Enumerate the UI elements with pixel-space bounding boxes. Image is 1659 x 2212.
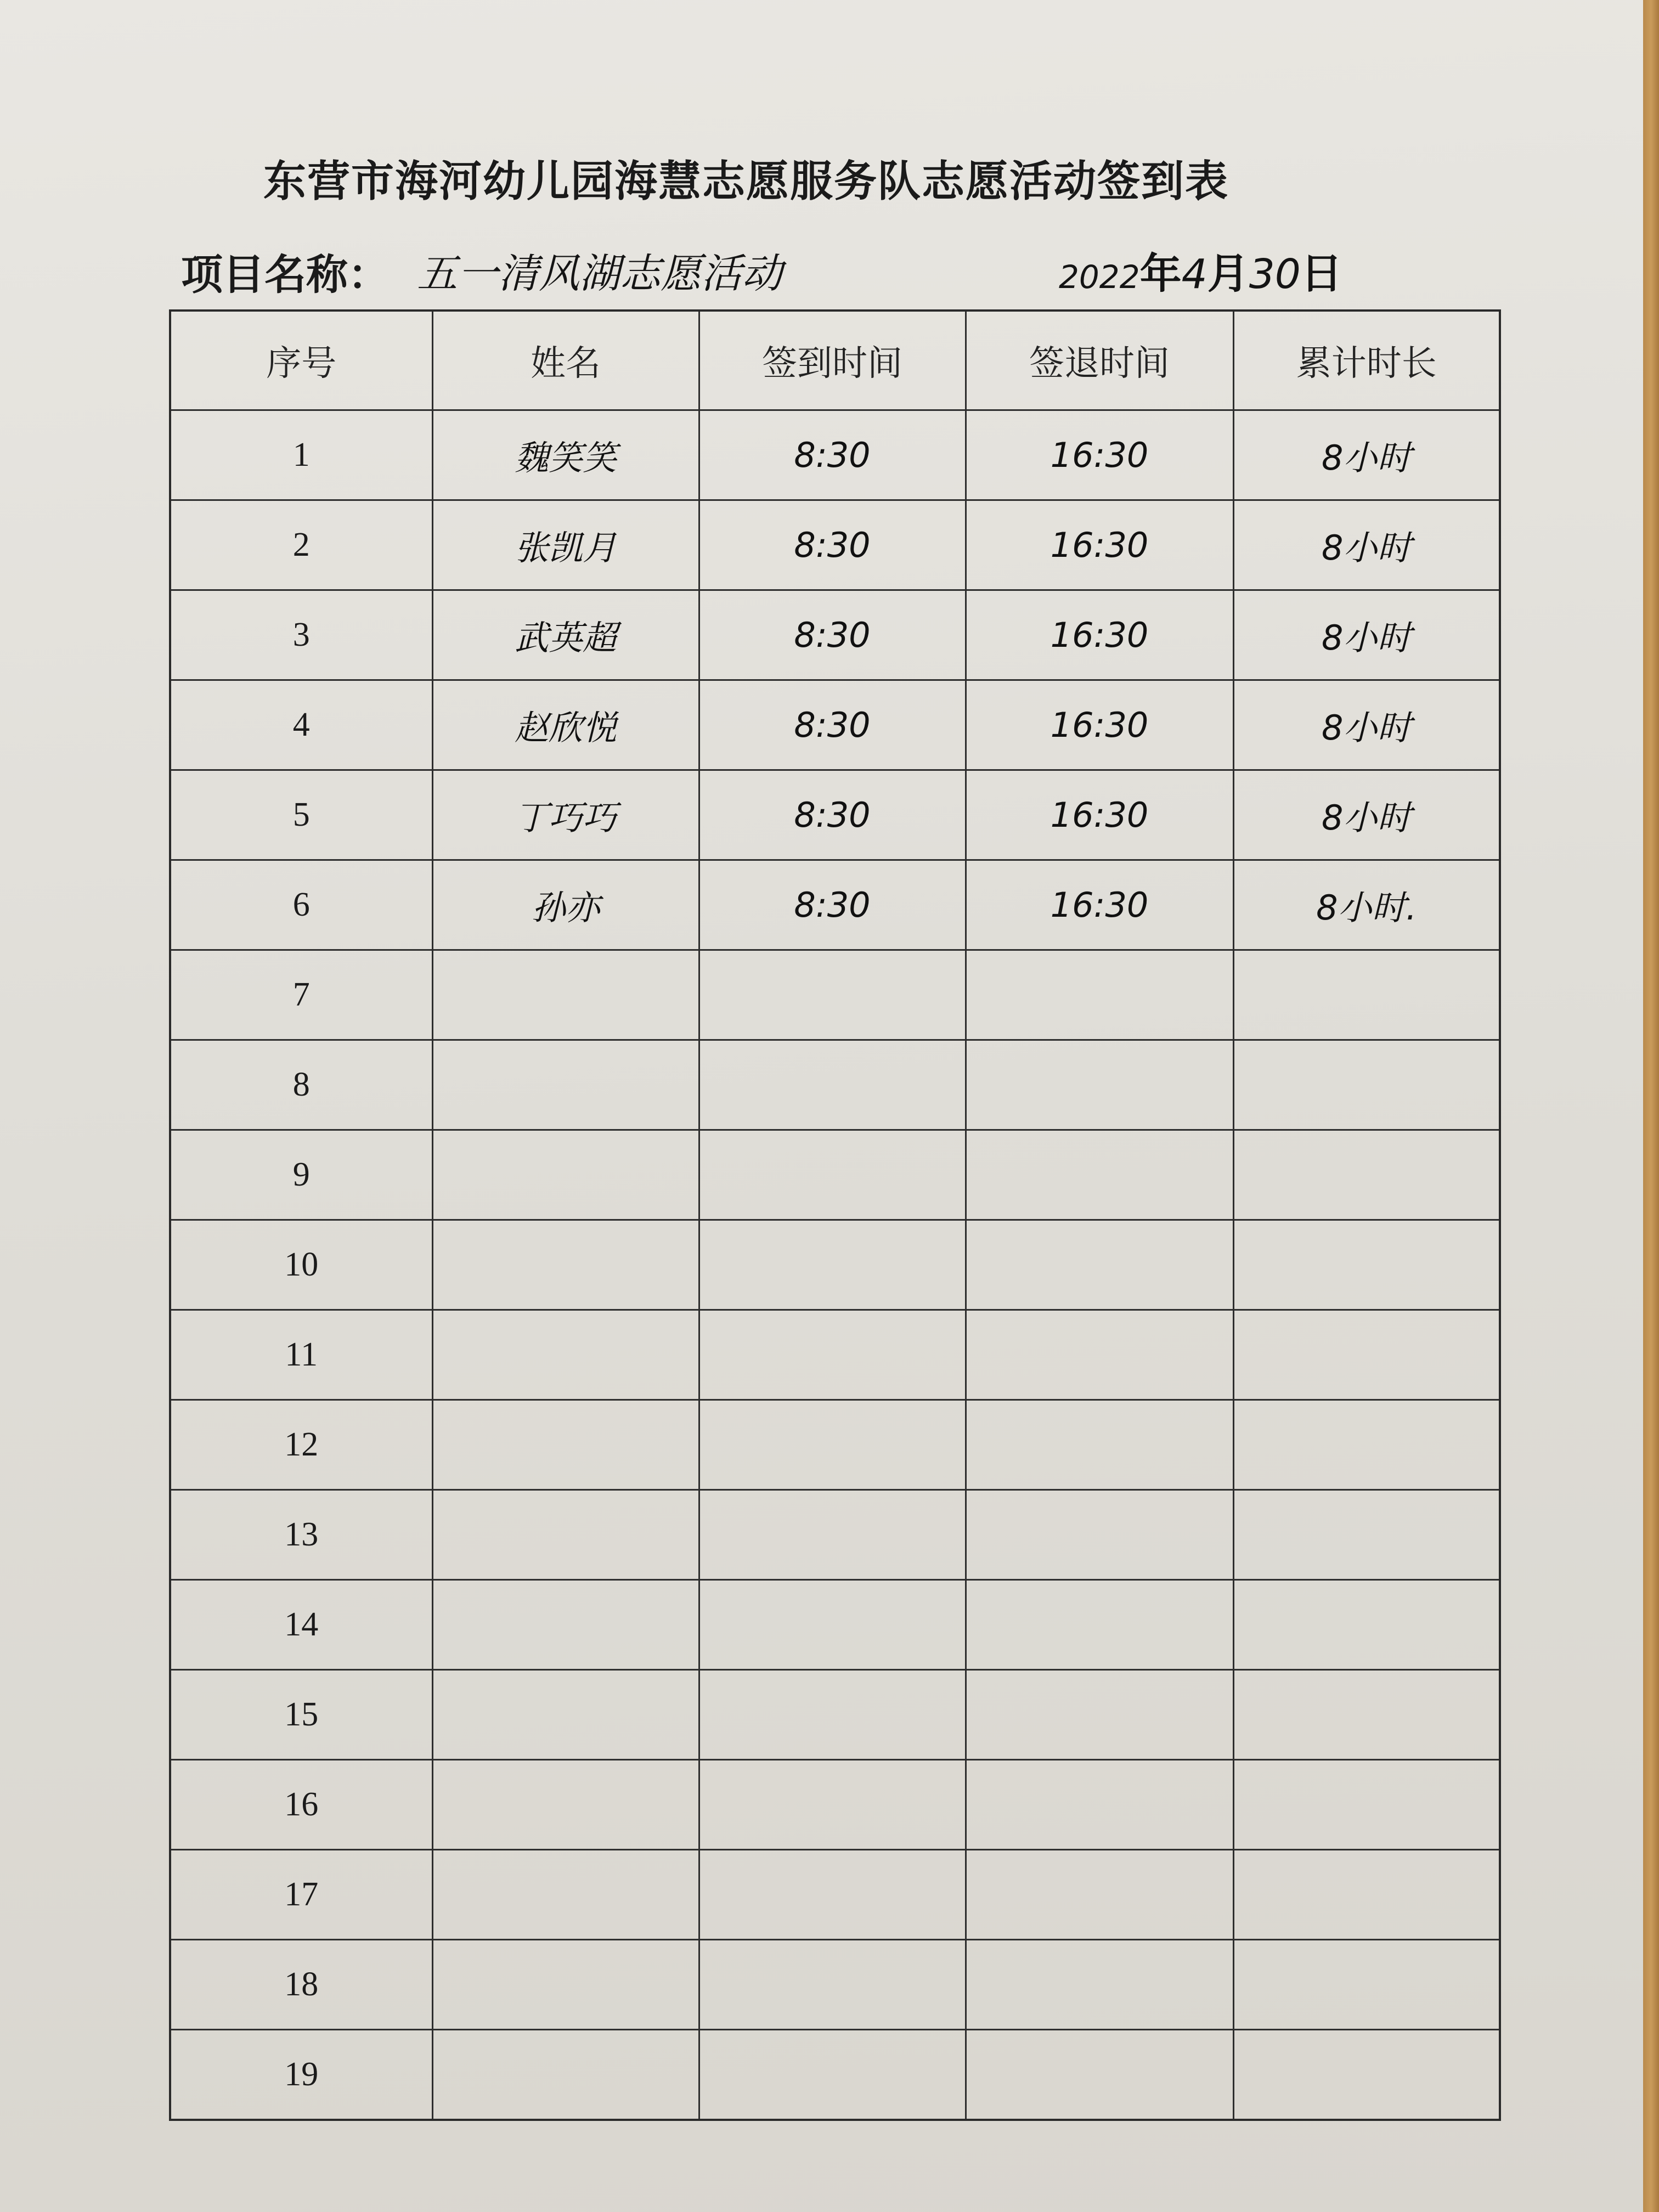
project-label: 项目名称： xyxy=(181,250,390,299)
table-row xyxy=(170,1220,1500,1310)
form-date xyxy=(1059,240,1342,300)
cell-name xyxy=(432,1310,699,1400)
cell-seq: 9 xyxy=(170,1130,432,1220)
cell-sign-out-time xyxy=(966,1580,1233,1670)
cell-sign-in-time xyxy=(699,1760,966,1850)
table-row xyxy=(170,2030,1500,2120)
cell-sign-out-time: 16:30 xyxy=(966,860,1233,950)
cell-name xyxy=(432,950,699,1040)
table-row xyxy=(170,1850,1500,1940)
cell-sign-out-time: 16:30 xyxy=(966,410,1233,500)
cell-sign-out-time xyxy=(966,2030,1233,2120)
cell-name xyxy=(432,1670,699,1760)
cell-sign-out-time xyxy=(966,950,1233,1040)
table-row xyxy=(170,1130,1500,1220)
cell-sign-in-time: 8:30 xyxy=(699,410,966,500)
cell-seq: 8 xyxy=(170,1040,432,1130)
cell-seq: 16 xyxy=(170,1760,432,1850)
cell-sign-out-time: 16:30 xyxy=(966,500,1233,590)
table-row xyxy=(170,1670,1500,1760)
cell-total-duration xyxy=(1233,1850,1500,1940)
cell-seq: 4 xyxy=(170,680,432,770)
cell-sign-in-time xyxy=(699,2030,966,2120)
cell-sign-out-time xyxy=(966,1040,1233,1130)
project-name-handwritten: 五一清风湖志愿活动 xyxy=(417,250,782,297)
header-seq: 序号 xyxy=(170,311,432,410)
cell-seq: 6 xyxy=(170,860,432,950)
header-name: 姓名 xyxy=(432,311,699,410)
date-day: 30 xyxy=(1249,251,1301,298)
cell-sign-in-time xyxy=(699,1670,966,1760)
cell-name xyxy=(432,1040,699,1130)
cell-total-duration: 8小时 xyxy=(1233,410,1500,500)
cell-seq: 19 xyxy=(170,2030,432,2120)
date-month-suffix: 月 xyxy=(1207,249,1249,298)
cell-sign-in-time xyxy=(699,1130,966,1220)
header-total-duration: 累计时长 xyxy=(1233,311,1500,410)
cell-sign-in-time: 8:30 xyxy=(699,680,966,770)
cell-sign-out-time xyxy=(966,1310,1233,1400)
sign-in-table xyxy=(169,309,1501,2121)
cell-total-duration xyxy=(1233,1220,1500,1310)
table-row xyxy=(170,1580,1500,1670)
table-row xyxy=(170,1310,1500,1400)
cell-total-duration xyxy=(1233,950,1500,1040)
cell-total-duration: 8小时. xyxy=(1233,860,1500,950)
cell-name xyxy=(432,1850,699,1940)
cell-name: 魏笑笑 xyxy=(432,410,699,500)
cell-total-duration: 8小时 xyxy=(1233,680,1500,770)
cell-total-duration xyxy=(1233,1490,1500,1580)
cell-total-duration xyxy=(1233,1310,1500,1400)
table-row xyxy=(170,590,1500,680)
cell-sign-out-time xyxy=(966,1490,1233,1580)
table-body xyxy=(170,410,1500,2120)
date-year-suffix: 年 xyxy=(1139,249,1182,298)
cell-total-duration: 8小时 xyxy=(1233,500,1500,590)
cell-sign-out-time xyxy=(966,1760,1233,1850)
cell-name: 孙亦 xyxy=(432,860,699,950)
cell-total-duration: 8小时 xyxy=(1233,770,1500,860)
cell-sign-in-time xyxy=(699,1220,966,1310)
table-row xyxy=(170,860,1500,950)
cell-sign-out-time xyxy=(966,1670,1233,1760)
cell-sign-in-time xyxy=(699,1580,966,1670)
cell-sign-in-time: 8:30 xyxy=(699,770,966,860)
table-row xyxy=(170,1760,1500,1850)
table-row xyxy=(170,1940,1500,2030)
cell-sign-out-time xyxy=(966,1400,1233,1490)
table-row xyxy=(170,410,1500,500)
cell-name: 赵欣悦 xyxy=(432,680,699,770)
cell-name xyxy=(432,1220,699,1310)
table-row xyxy=(170,680,1500,770)
cell-name xyxy=(432,1400,699,1490)
cell-seq: 14 xyxy=(170,1580,432,1670)
cell-seq: 2 xyxy=(170,500,432,590)
cell-name xyxy=(432,1760,699,1850)
cell-sign-in-time: 8:30 xyxy=(699,590,966,680)
cell-seq: 5 xyxy=(170,770,432,860)
cell-name: 丁巧巧 xyxy=(432,770,699,860)
cell-sign-out-time xyxy=(966,1130,1233,1220)
cell-sign-in-time xyxy=(699,1850,966,1940)
cell-sign-in-time xyxy=(699,1490,966,1580)
cell-seq: 3 xyxy=(170,590,432,680)
cell-seq: 13 xyxy=(170,1490,432,1580)
cell-name xyxy=(432,1940,699,2030)
header-sign-out-time: 签退时间 xyxy=(966,311,1233,410)
cell-sign-in-time xyxy=(699,950,966,1040)
cell-sign-out-time xyxy=(966,1940,1233,2030)
cell-sign-in-time xyxy=(699,1040,966,1130)
cell-sign-in-time: 8:30 xyxy=(699,500,966,590)
cell-total-duration xyxy=(1233,2030,1500,2120)
cell-name xyxy=(432,2030,699,2120)
table-row xyxy=(170,950,1500,1040)
cell-sign-out-time: 16:30 xyxy=(966,680,1233,770)
date-day-suffix: 日 xyxy=(1300,249,1342,298)
cell-seq: 17 xyxy=(170,1850,432,1940)
table-row xyxy=(170,1040,1500,1130)
cell-seq: 12 xyxy=(170,1400,432,1490)
cell-total-duration xyxy=(1233,1940,1500,2030)
cell-total-duration xyxy=(1233,1760,1500,1850)
table-row xyxy=(170,500,1500,590)
header-sign-in-time: 签到时间 xyxy=(699,311,966,410)
cell-total-duration xyxy=(1233,1040,1500,1130)
cell-name: 武英超 xyxy=(432,590,699,680)
cell-total-duration xyxy=(1233,1670,1500,1760)
cell-name xyxy=(432,1490,699,1580)
cell-sign-in-time xyxy=(699,1310,966,1400)
date-year: 2022 xyxy=(1059,258,1140,296)
table-row xyxy=(170,1490,1500,1580)
cell-sign-out-time xyxy=(966,1220,1233,1310)
cell-seq: 10 xyxy=(170,1220,432,1310)
table-header-row xyxy=(170,311,1500,410)
cell-seq: 11 xyxy=(170,1310,432,1400)
cell-sign-in-time xyxy=(699,1940,966,2030)
table-row xyxy=(170,770,1500,860)
form-title: 东营市海河幼儿园海慧志愿服务队志愿活动签到表 xyxy=(263,156,1229,206)
cell-total-duration: 8小时 xyxy=(1233,590,1500,680)
cell-seq: 7 xyxy=(170,950,432,1040)
cell-seq: 1 xyxy=(170,410,432,500)
cell-name: 张凯月 xyxy=(432,500,699,590)
date-month: 4 xyxy=(1181,251,1207,298)
table-row xyxy=(170,1400,1500,1490)
cell-seq: 15 xyxy=(170,1670,432,1760)
cell-sign-out-time: 16:30 xyxy=(966,770,1233,860)
cell-seq: 18 xyxy=(170,1940,432,2030)
cell-name xyxy=(432,1580,699,1670)
cell-sign-out-time xyxy=(966,1850,1233,1940)
cell-total-duration xyxy=(1233,1400,1500,1490)
cell-total-duration xyxy=(1233,1580,1500,1670)
cell-sign-in-time xyxy=(699,1400,966,1490)
cell-sign-out-time: 16:30 xyxy=(966,590,1233,680)
cell-total-duration xyxy=(1233,1130,1500,1220)
wooden-table-edge xyxy=(1643,0,1659,2212)
cell-sign-in-time: 8:30 xyxy=(699,860,966,950)
cell-name xyxy=(432,1130,699,1220)
